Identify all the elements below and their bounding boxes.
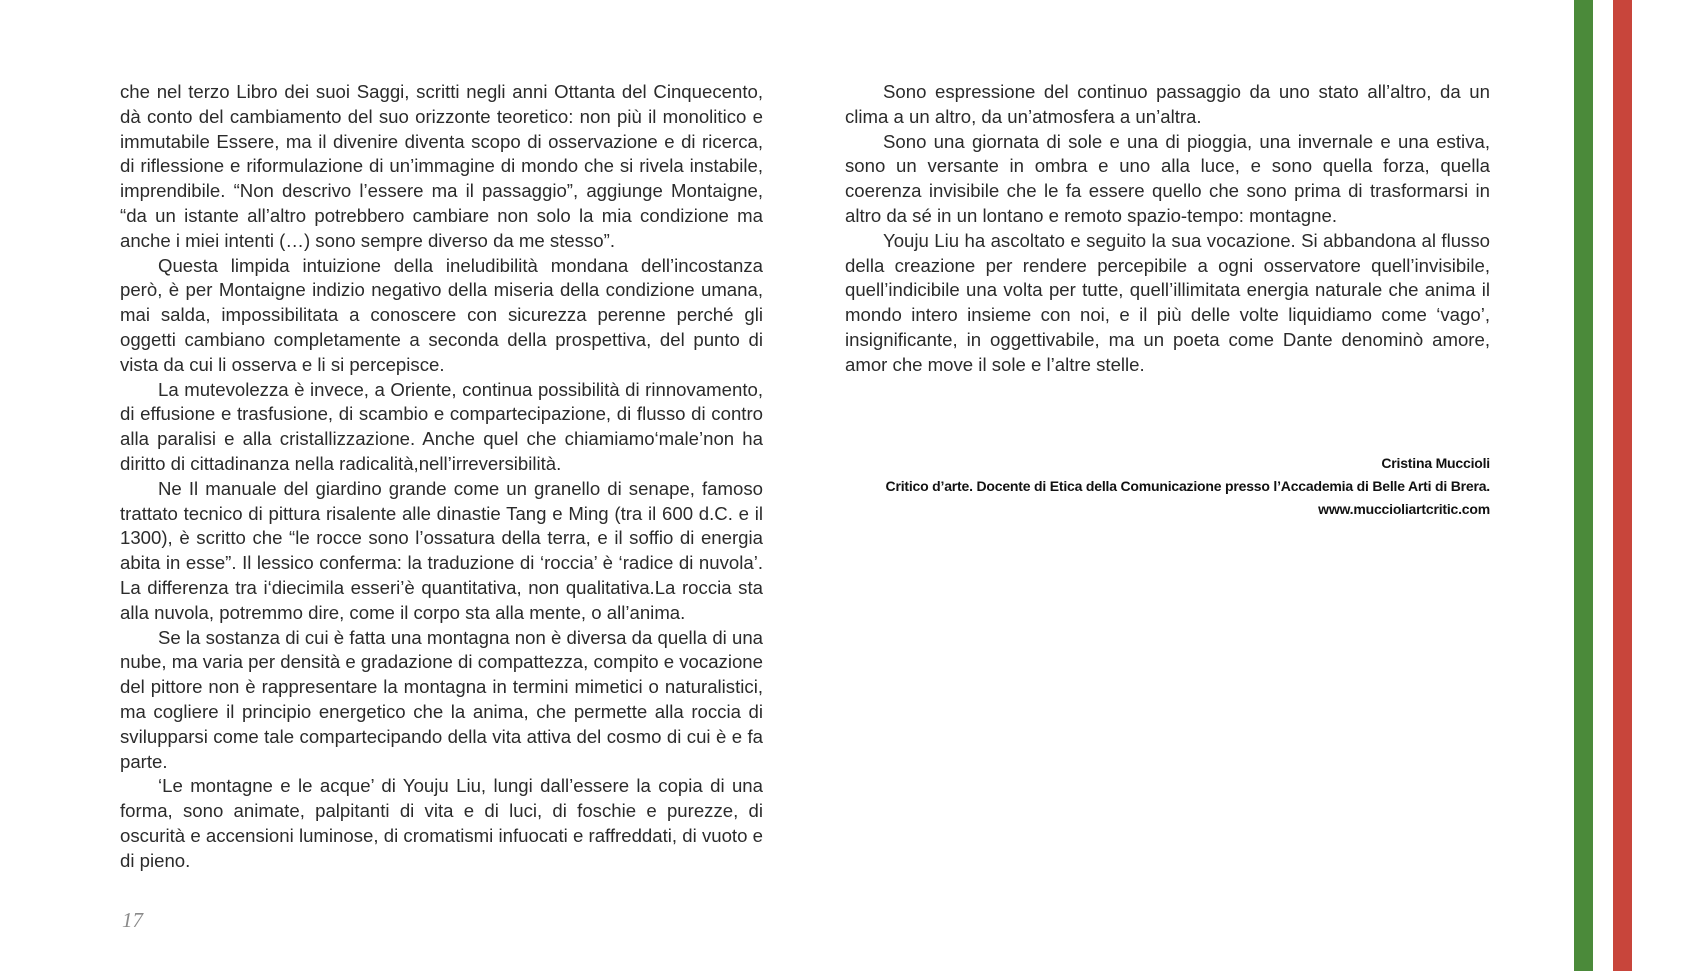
flag-stripe-white: [1593, 0, 1613, 971]
paragraph: Sono una giornata di sole e una di pioggia, una invernale e una estiva, sono un versante in ombra e uno alla luce, e sono quella forza, quella coerenza invisibile che le fa essere quello che sono prima di trasformarsi in altro da sé in un lontano e remoto spazio-tempo: montagne.: [845, 130, 1490, 226]
paragraph: La mutevolezza è invece, a Oriente, continua possibilità di rinnovamento, di effusione e trasfusione, di scambio e compartecipazione, di flusso di contro alla paralisi e alla cristallizzazione. Anche quel che chiamiamo‘male’non ha diritto di cittadinanza nella radicalità,nell’irreversibilità.: [120, 378, 763, 474]
author-name: Cristina Muccioli: [1381, 455, 1490, 471]
paragraph: ‘Le montagne e le acque’ di Youju Liu, lungi dall’essere la copia di una forma, sono animate, palpitanti di vita e di luci, di foschie e purezze, di oscurità e accensioni luminose, di cromatismi infuocati e raffreddati, di vuoto e di pieno.: [120, 775, 763, 871]
paragraph: Sono espressione del continuo passaggio da uno stato all’altro, da un clima a un altro, da un’atmosfera a un’altra.: [845, 81, 1490, 127]
author-role: Critico d’arte. Docente di Etica della Comunicazione presso l’Accademia di Belle Arti di Brera.: [885, 478, 1490, 494]
paragraph: Youju Liu ha ascoltato e seguito la sua vocazione. Si abbandona al flusso della creazione per rendere percepibile a ogni osservatore quell’invisibile, quell’indicibile una volta per tutte, quell’illimitata energia naturale che anima il mondo intero insieme con noi, e il più delle volte liquidiamo come ‘vago’, insignificante, in oggettivabile, ma un poeta come Dante denominò amore, amor che move il sole e l’altre stelle.: [845, 229, 1490, 375]
author-website: www.muccioliartcritic.com: [1318, 501, 1490, 517]
paragraph: Se la sostanza di cui è fatta una montagna non è diversa da quella di una nube, ma varia per densità e gradazione di compattezza, compito e vocazione del pittore non è rappresentare la montagna in termini mimetici o naturalistici, ma cogliere il principio energetico che la anima, che permette alla roccia di svilupparsi come tale compartecipando della vita attiva del cosmo di cui è e fa parte.: [120, 626, 763, 772]
right-text-column: [845, 80, 1490, 378]
flag-stripe-green: [1574, 0, 1593, 971]
left-text-column: [120, 80, 763, 874]
paragraph: che nel terzo Libro dei suoi Saggi, scritti negli anni Ottanta del Cinquecento, dà conto del cambiamento del suo orizzonte teoretico: non più il monolitico e immutabile Essere, ma il divenire diventa scopo di osservazione e di ricerca, di riflessione e riformulazione di un’immagine di mondo che si rivela instabile, imprendibile. “Non descrivo l’essere ma il passaggio”, aggiunge Montaigne, “da un istante all’altro potrebbero cambiare non solo la mia condizione ma anche i miei intenti (…) sono sempre diverso da me stesso”.: [120, 81, 763, 251]
flag-stripe-red: [1613, 0, 1632, 971]
paragraph: Questa limpida intuizione della ineludibilità mondana dell’incostanza però, è per Montaigne indizio negativo della miseria della condizione umana, mai salda, impossibilitata a conoscere con sicurezza perenne perché gli oggetti cambiano completamente a seconda della prospettiva, del punto di vista da cui li osserva e li si percepisce.: [120, 254, 763, 375]
paragraph: Ne Il manuale del giardino grande come un granello di senape, famoso trattato tecnico di pittura risalente alle dinastie Tang e Ming (tra il 600 d.C. e il 1300), è scritto che “le rocce sono l’ossatura della terra, e il soffio di energia abita in esse”. Il lessico conferma: la traduzione di ‘roccia’ è ‘radice di nuvola’. La differenza tra i‘diecimila esseri’è quantitativa, non qualitativa.La roccia sta alla nuvola, potremmo dire, come il corpo sta alla mente, o all’anima.: [120, 477, 763, 623]
page-number: 17: [122, 908, 143, 932]
author-signature: [800, 452, 1490, 521]
